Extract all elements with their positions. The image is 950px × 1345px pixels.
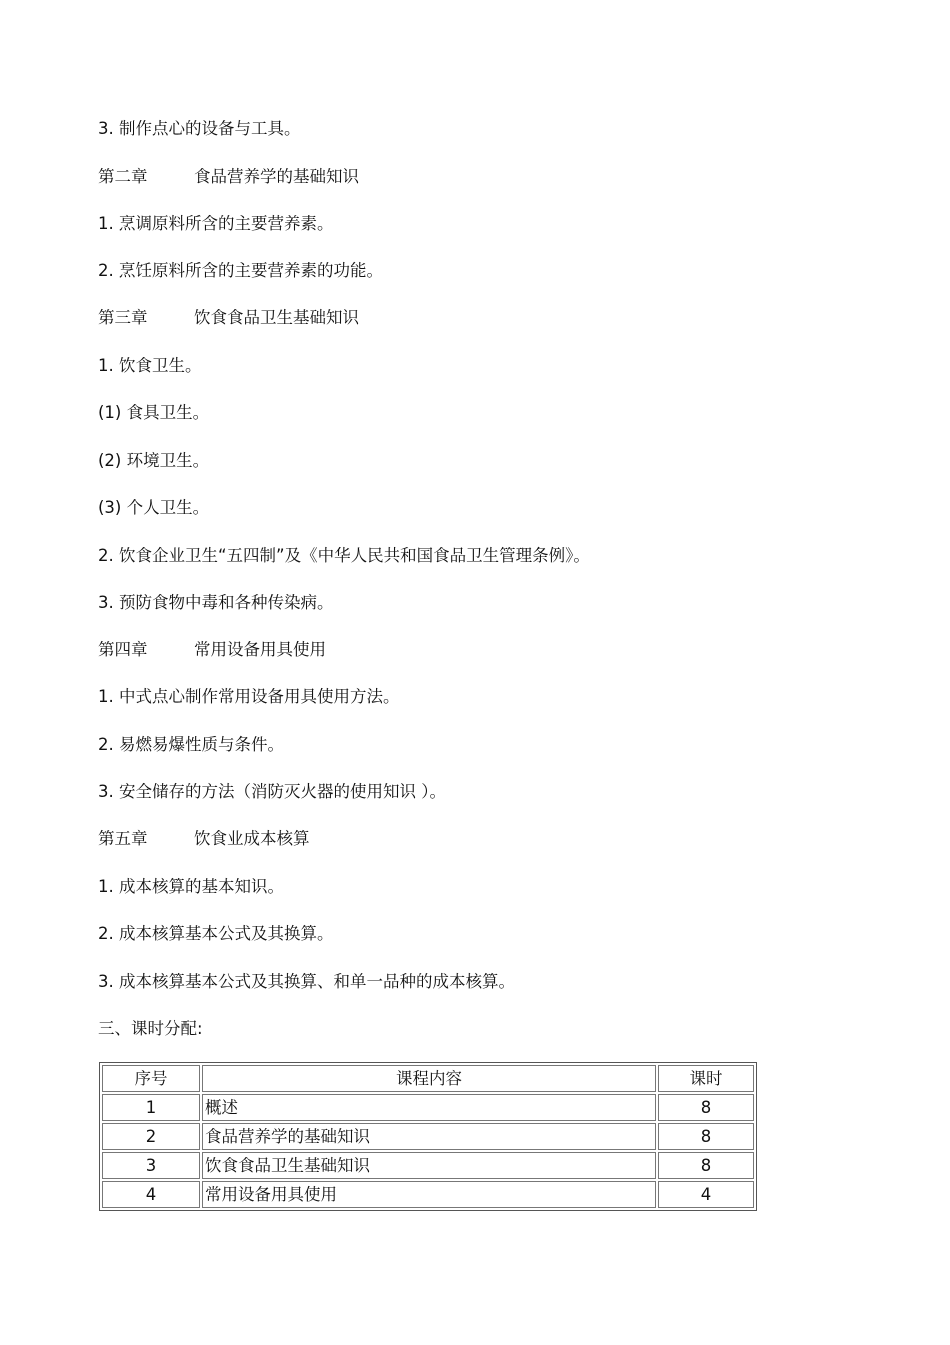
chapter-heading bbox=[98, 639, 326, 661]
cell-index: 4 bbox=[102, 1181, 200, 1208]
cell-index: 2 bbox=[102, 1123, 200, 1150]
text-line: 1. 饮食卫生。 bbox=[98, 356, 202, 375]
chapter-heading bbox=[98, 166, 359, 188]
chapter-title: 常用设备用具使用 bbox=[194, 640, 326, 659]
cell-content: 饮食食品卫生基础知识 bbox=[202, 1152, 656, 1179]
chapter-heading bbox=[98, 828, 310, 850]
table-row bbox=[102, 1152, 754, 1179]
text-line: 1. 烹调原料所含的主要营养素。 bbox=[98, 214, 334, 233]
text-line: 2. 饮食企业卫生“五四制”及《中华人民共和国食品卫生管理条例》。 bbox=[98, 546, 590, 565]
table-header-row bbox=[102, 1065, 754, 1092]
cell-hours: 8 bbox=[658, 1094, 754, 1121]
text-line: 3. 安全储存的方法（消防灭火器的使用知识 ）。 bbox=[98, 782, 446, 801]
text-line: 1. 中式点心制作常用设备用具使用方法。 bbox=[98, 687, 400, 706]
chapter-title: 饮食食品卫生基础知识 bbox=[194, 308, 359, 327]
cell-hours: 4 bbox=[658, 1181, 754, 1208]
cell-content: 常用设备用具使用 bbox=[202, 1181, 656, 1208]
chapter-number: 第五章 bbox=[98, 829, 148, 848]
table-row bbox=[102, 1181, 754, 1208]
course-hours-table bbox=[99, 1062, 757, 1211]
text-line: (2) 环境卫生。 bbox=[98, 451, 210, 470]
chapter-heading bbox=[98, 307, 359, 329]
text-line: (1) 食具卫生。 bbox=[98, 403, 210, 422]
section-heading: 三、课时分配: bbox=[98, 1019, 203, 1038]
chapter-title: 食品营养学的基础知识 bbox=[194, 167, 359, 186]
cell-hours: 8 bbox=[658, 1152, 754, 1179]
table-row bbox=[102, 1094, 754, 1121]
text-line: 2. 易燃易爆性质与条件。 bbox=[98, 735, 284, 754]
cell-hours: 8 bbox=[658, 1123, 754, 1150]
text-line: 2. 成本核算基本公式及其换算。 bbox=[98, 924, 334, 943]
chapter-number: 第四章 bbox=[98, 640, 148, 659]
cell-index: 1 bbox=[102, 1094, 200, 1121]
cell-content: 食品营养学的基础知识 bbox=[202, 1123, 656, 1150]
header-index: 序号 bbox=[102, 1065, 200, 1092]
text-line: 2. 烹饪原料所含的主要营养素的功能。 bbox=[98, 261, 383, 280]
chapter-number: 第三章 bbox=[98, 308, 148, 327]
header-content: 课程内容 bbox=[202, 1065, 656, 1092]
chapter-number: 第二章 bbox=[98, 167, 148, 186]
table-row bbox=[102, 1123, 754, 1150]
text-line: (3) 个人卫生。 bbox=[98, 498, 210, 517]
text-line: 3. 预防食物中毒和各种传染病。 bbox=[98, 593, 334, 612]
cell-content: 概述 bbox=[202, 1094, 656, 1121]
cell-index: 3 bbox=[102, 1152, 200, 1179]
text-line: 3. 制作点心的设备与工具。 bbox=[98, 119, 301, 138]
chapter-title: 饮食业成本核算 bbox=[194, 829, 310, 848]
text-line: 3. 成本核算基本公式及其换算、和单一品种的成本核算。 bbox=[98, 972, 515, 991]
text-line: 1. 成本核算的基本知识。 bbox=[98, 877, 284, 896]
header-hours: 课时 bbox=[658, 1065, 754, 1092]
